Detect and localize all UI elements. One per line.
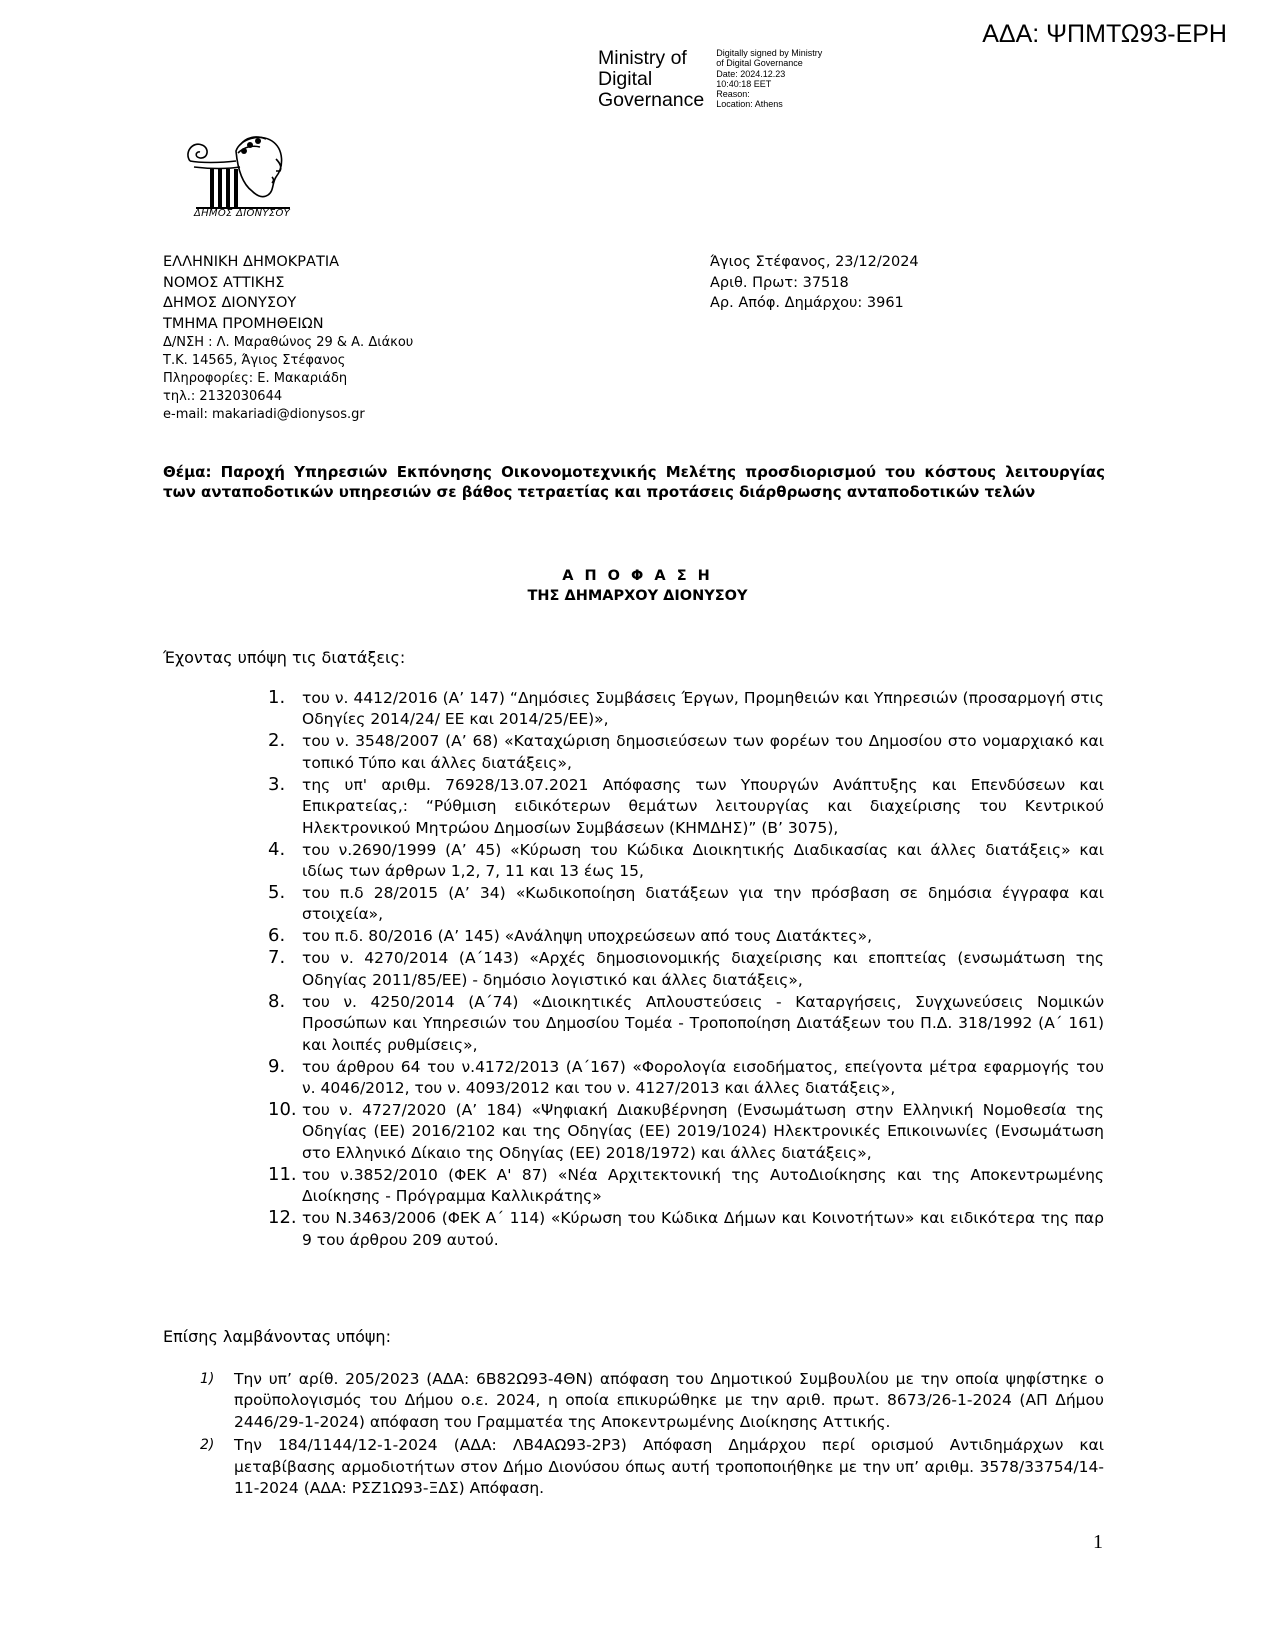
item-text: του ν. 4250/2014 (Α΄74) «Διοικητικές Απλουστεύσεις - Καταργήσεις, Συγχωνεύσεις Νομικών Προσώπων και Υπηρεσιών του Δημοσίου Τομέα - Τροποποίηση Διατάξεων του Π.Δ. 318/1992 (Α΄ 161) και λοιπές ρυθμίσεις»,: [302, 992, 1104, 1054]
item-text: του ν. 4270/2014 (Α΄143) «Αρχές δημοσιονομικής διαχείρισης και εποπτείας (ενσωμάτωση της Οδηγίας 2011/85/ΕΕ) - δημόσιο λογιστικό και άλλες διατάξεις»,: [302, 949, 1104, 989]
item-text: του ν.3852/2010 (ΦΕΚ Α' 87) «Νέα Αρχιτεκτονική της ΑυτοΔιοίκησης και της Αποκεντρωμένης Διοίκησης - Πρόγραμμα Καλλικράτης»: [302, 1165, 1104, 1206]
item-text: του άρθρου 64 του ν.4172/2013 (Α΄167) «Φορολογία εισοδήματος, επείγοντα μέτρα εφαρμογής του ν. 4046/2012, του ν. 4093/2012 και του ν. 4127/2013 και άλλες διατάξεις»,: [302, 1057, 1104, 1098]
item-text: του ν.2690/1999 (Α’ 45) «Κύρωση του Κώδικα Διοικητικής Διαδικασίας και άλλες διατάξεις» και ιδίως των άρθρων 1,2, 7, 11 και 13 έως 15,: [302, 840, 1104, 881]
item-number: 10.: [268, 1099, 297, 1121]
item-number: 8.: [268, 990, 286, 1012]
list-item: [268, 926, 1104, 947]
address-line: Τ.Κ. 14565, Άγιος Στέφανος: [163, 353, 346, 368]
item-text: Την υπ’ αρίθ. 205/2023 (ΑΔΑ: 6Β82Ω93-4ΘΝ) απόφαση του Δημοτικού Συμβουλίου με την οποία ψηφίστηκε ο προϋπολογισμός του Δήμου ο.ε. 2024, η οποία επικυρώθηκε με την αριθ. πρωτ. 8673/26-1-2024 (ΑΠ Δήμου 2446/29-1-2024) απόφαση του Γραμματέα της Αποκεντρωμένης Διοίκησης Αττικής.: [234, 1370, 1104, 1431]
item-text: του π.δ. 80/2016 (Α’ 145) «Ανάληψη υποχρεώσεων από τους Διατάκτες»,: [302, 927, 873, 946]
item-text: Την 184/1144/12-1-2024 (ΑΔΑ: ΛΒ4ΑΩ93-2Ρ3) Απόφαση Δημάρχου περί ορισμού Αντιδημάρχων και μεταβίβασης αρμοδιοτήτων στον Δήμο Διονύσου όπως αυτή τροποποιήθηκε με την υπ’ αριθμ. 3578/33754/14-11-2024 (ΑΔΑ: ΡΣΖ1Ω93-ΞΔΣ) Απόφαση.: [234, 1436, 1104, 1498]
list-item: [200, 1435, 1104, 1499]
item-text: του π.δ 28/2015 (Α’ 34) «Κωδικοποίηση διατάξεων για την πρόσβαση σε δημόσια έγγραφα και στοιχεία»,: [302, 884, 1104, 924]
list-item: [268, 775, 1104, 839]
address-line: ΤΜΗΜΑ ΠΡΟΜΗΘΕΙΩΝ: [163, 315, 324, 332]
list-item: [268, 948, 1104, 991]
decision-title: Α Π Ο Φ Α Σ Η: [562, 568, 713, 584]
item-text: του ν. 3548/2007 (Α’ 68) «Καταχώριση δημοσιεύσεων των φορέων του Δημοσίου στο νομαρχιακό και τοπικό Τύπο και άλλες διατάξεις»,: [302, 732, 1104, 772]
considerations-intro: Επίσης λαμβάνοντας υπόψη:: [163, 1327, 391, 1346]
list-item: [268, 1165, 1104, 1208]
address-line: ΔΗΜΟΣ ΔΙΟΝΥΣΟΥ: [163, 295, 297, 311]
signature-details: Digitally signed by Ministry of Digital Governance Date: 2024.12.23 10:40:18 EET Reason: Location: Athens: [716, 48, 823, 110]
item-number: 4.: [268, 838, 286, 860]
document-date: Άγιος Στέφανος, 23/12/2024: [710, 254, 919, 270]
page-number: 1: [1093, 1531, 1103, 1553]
list-item: [268, 840, 1104, 883]
list-item: [268, 992, 1104, 1056]
item-number: 12.: [268, 1207, 297, 1229]
considerations-list: [200, 1369, 1104, 1501]
dionysus-head-icon: [180, 133, 304, 211]
item-text: του ν. 4412/2016 (Α’ 147) “Δημόσιες Συμβάσεις Έργων, Προμηθειών και Υπηρεσιών (προσαρμογή στις Οδηγίες 2014/24/ ΕΕ και 2014/25/ΕΕ)»,: [302, 689, 1104, 729]
address-line: ΕΛΛΗΝΙΚΗ ΔΗΜΟΚΡΑΤΙΑ: [163, 254, 340, 270]
address-line: Δ/ΝΣΗ : Λ. Μαραθώνος 29 & Α. Διάκου: [163, 335, 414, 350]
list-item: [268, 1057, 1104, 1100]
item-text: του ν. 4727/2020 (Α’ 184) «Ψηφιακή Διακυβέρνηση (Ενσωμάτωση στην Ελληνική Νομοθεσία της Οδηγίας (ΕΕ) 2016/2102 και της Οδηγίας (ΕΕ) 2019/1024) Ηλεκτρονικές Επικοινωνίες (Ενσωμάτωση στο Ελληνικό Δίκαιο της Οδηγίας (ΕΕ) 2018/1972) και άλλες διατάξεις»,: [302, 1101, 1104, 1162]
reference-block: [710, 252, 919, 314]
address-line: τηλ.: 2132030644: [163, 389, 283, 404]
decision-subtitle: ΤΗΣ ΔΗΜΑΡΧΟΥ ΔΙΟΝΥΣΟΥ: [527, 588, 748, 604]
item-number: 1.: [268, 687, 286, 708]
item-number: 9.: [268, 1055, 286, 1077]
provisions-intro: Έχοντας υπόψη τις διατάξεις:: [163, 648, 406, 667]
logo-caption: ΔΗΜΟΣ ΔΙΟΝΥΣΟΥ: [193, 208, 291, 219]
item-number: 11.: [268, 1163, 297, 1185]
item-number: 6.: [268, 925, 286, 947]
item-text: της υπ' αριθμ. 76928/13.07.2021 Απόφασης των Υπουργών Ανάπτυξης και Επενδύσεων και Επικρατείας,: “Ρύθμιση ειδικότερων θεμάτων λειτουργίας και διαχείρισης του Κεντρικού Ηλεκτρονικού Μητρώου Δημοσίων Συμβάσεων (ΚΗΜΔΗΣ)” (Β’ 3075),: [302, 775, 1104, 837]
item-number: 2): [200, 1437, 215, 1454]
item-number: 7.: [268, 947, 286, 969]
sender-address-block: [163, 252, 413, 424]
protocol-number: Αριθ. Πρωτ: 37518: [710, 274, 849, 291]
decision-heading: [0, 566, 1275, 606]
digital-signature-block: [598, 48, 846, 111]
list-item: [200, 1369, 1104, 1433]
list-item: [268, 731, 1104, 774]
address-line: ΝΟΜΟΣ ΑΤΤΙΚΗΣ: [163, 274, 285, 291]
address-line: e-mail: makariadi@dionysos.gr: [163, 407, 365, 422]
item-number: 1): [200, 1371, 215, 1387]
address-line: Πληροφορίες: Ε. Μακαριάδη: [163, 371, 348, 386]
signature-organization: Ministry of Digital Governance: [598, 47, 705, 111]
item-number: 3.: [268, 773, 286, 795]
item-number: 2.: [268, 730, 286, 752]
item-number: 5.: [268, 882, 286, 904]
list-item: [268, 688, 1104, 731]
item-text: του Ν.3463/2006 (ΦΕΚ Α΄ 114) «Κύρωση του Κώδικα Δήμων και Κοινοτήτων» και ειδικότερα της παρ 9 του άρθρου 209 αυτού.: [302, 1209, 1104, 1249]
decision-number: Αρ. Απόφ. Δημάρχου: 3961: [710, 295, 904, 311]
list-item: [268, 883, 1104, 926]
list-item: [268, 1208, 1104, 1251]
ada-code: ΑΔΑ: ΨΠΜΤΩ93-ΕΡΗ: [982, 20, 1227, 48]
list-item: [268, 1100, 1104, 1164]
subject-line: Θέμα: Παροχή Υπηρεσιών Εκπόνησης Οικονομοτεχνικής Μελέτης προσδιορισμού του κόστους λειτουργίας των ανταποδοτικών υπηρεσιών σε βάθος τετραετίας και προτάσεις διάρθρωσης ανταποδοτικών τελών: [163, 463, 1105, 501]
provisions-list: [268, 688, 1104, 1252]
